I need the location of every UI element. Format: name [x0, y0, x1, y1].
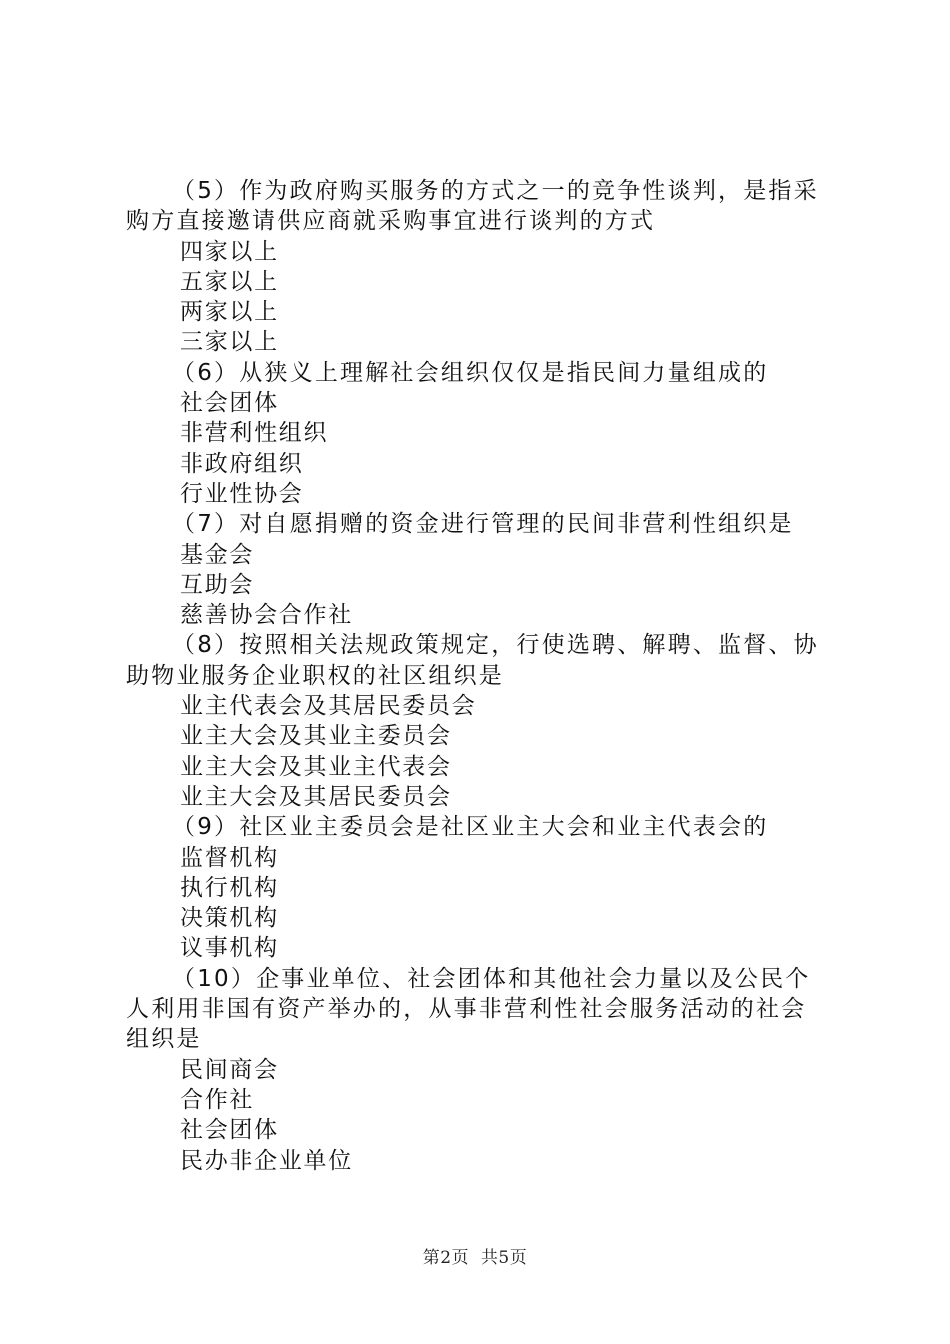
question-block	[126, 176, 832, 358]
answer-option: 业主大会及其居民委员会	[180, 783, 452, 810]
question-stem-line: （5）作为政府购买服务的方式之一的竞争性谈判，是指采	[172, 178, 819, 204]
answer-option: 议事机构	[180, 935, 279, 962]
question-stem-line: 助物业服务企业职权的社区组织是	[126, 662, 504, 689]
answer-option: 非政府组织	[180, 450, 304, 477]
question-stem-line: （9）社区业主委员会是社区业主大会和业主代表会的	[172, 814, 769, 841]
question-block	[126, 630, 832, 812]
question-block	[126, 358, 832, 509]
answer-option: 执行机构	[180, 874, 279, 901]
answer-option: 业主代表会及其居民委员会	[180, 693, 477, 720]
answer-option: 五家以上	[180, 268, 279, 295]
question-list	[126, 176, 832, 1176]
answer-option: 民间商会	[180, 1056, 279, 1083]
answer-option: 监督机构	[180, 844, 279, 871]
answer-option: 社会团体	[180, 1117, 279, 1144]
answer-option: 慈善协会合作社	[180, 602, 353, 629]
question-stem-line: （10）企事业单位、社会团体和其他社会力量以及公民个	[172, 965, 811, 992]
answer-option: 决策机构	[180, 905, 279, 932]
question-stem-line: （8）按照相关法规政策规定，行使选聘、解聘、监督、协	[172, 632, 819, 659]
answer-option: 民办非企业单位	[180, 1147, 353, 1174]
answer-option: 业主大会及其业主代表会	[180, 753, 452, 780]
question-stem-line: 组织是	[126, 1026, 202, 1053]
answer-option: 基金会	[180, 541, 255, 568]
question-block	[126, 509, 832, 630]
question-stem-line: （7）对自愿捐赠的资金进行管理的民间非营利性组织是	[172, 511, 794, 538]
answer-option: 互助会	[180, 571, 255, 598]
question-block	[126, 964, 832, 1176]
answer-option: 行业性协会	[180, 480, 304, 507]
answer-option: 业主大会及其业主委员会	[180, 723, 452, 750]
page-footer	[0, 1243, 950, 1268]
question-block	[126, 812, 832, 963]
answer-option: 合作社	[180, 1086, 255, 1113]
page-number: 第2页 共5页	[422, 1248, 528, 1268]
question-stem-line: （6）从狭义上理解社会组织仅仅是指民间力量组成的	[172, 359, 769, 386]
answer-option: 社会团体	[180, 390, 279, 417]
answer-option: 四家以上	[180, 238, 279, 265]
question-stem-line: 人利用非国有资产举办的，从事非营利性社会服务活动的社会	[126, 996, 807, 1023]
question-stem-line: 购方直接邀请供应商就采购事宜进行谈判的方式	[126, 208, 656, 235]
answer-option: 两家以上	[180, 299, 279, 326]
answer-option: 三家以上	[180, 329, 279, 356]
answer-option: 非营利性组织	[180, 420, 329, 447]
